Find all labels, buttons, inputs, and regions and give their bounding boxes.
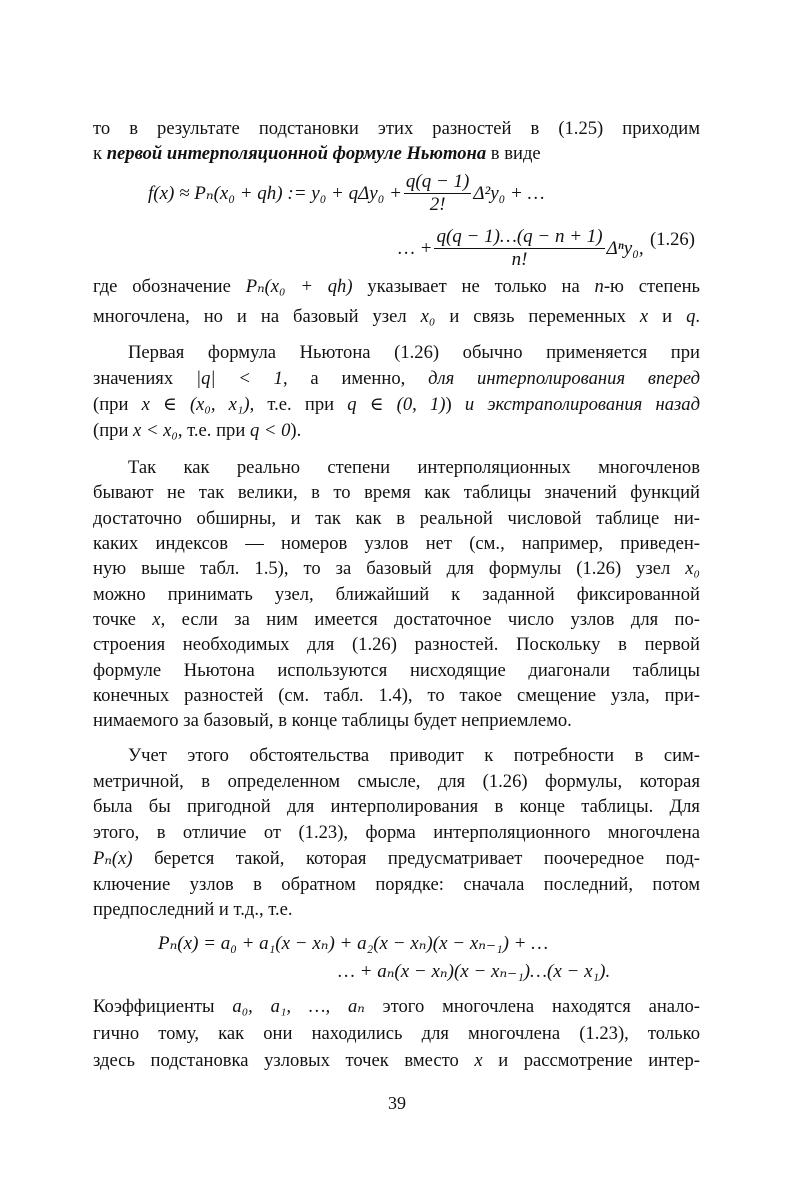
text-segment: точке [93,609,153,630]
formula-term: f(x) ≈ Pₙ(x₀ + qh) := y₀ + qΔy₀ + [148,183,402,204]
fraction-numerator: q(q − 1) [405,171,470,192]
text-segment: бывают не так велики, в то время как таблицы значений функций [93,482,700,503]
fraction-denominator: 2! [429,194,446,215]
text-segment: предпоследний и т.д., т.е. [93,899,293,920]
math-or-italic-text: Pₙ(x₀ + qh) [245,276,353,297]
text-line [128,745,700,767]
fraction-denominator: n! [511,249,528,270]
text-segment: формуле Ньютона используются нисходящие диагонали таблицы [93,660,700,681]
text-line [93,848,700,870]
text-line [93,634,700,656]
backward-polynomial-line-2 [338,960,610,983]
formula-term: … + aₙ(x − xₙ)(x − xₙ₋₁)…(x − x₁). [338,961,611,982]
text-segment: ) [445,394,465,415]
text-line [93,899,700,921]
text-segment: Так как реально степени интерполяционных многочленов [128,457,700,478]
text-segment: нимаемого за базовый, в конце таблицы будет неприемлемо. [93,710,572,731]
text-segment: ную выше табл. 1.5), то за базовый для формулы (1.26) узел [93,558,686,579]
text-segment: в виде [486,143,541,164]
math-or-italic-text: Pₙ(x) [93,848,133,869]
text-line [93,660,700,682]
text-segment: ). [290,420,302,441]
formula-term: Pₙ(x) = a₀ + a₁(x − xₙ) + a₂(x − xₙ)(x − xₙ₋₁) + … [158,933,549,954]
text-line [93,996,700,1018]
text-line [93,796,700,818]
text-line [93,1050,700,1072]
newton-formula-line-1 [148,171,544,216]
text-segment: где обозначение [93,276,246,297]
text-segment: , т.е. при [177,420,250,441]
emphasized-term: первой интерполяционной формуле Ньютона [106,143,487,164]
math-or-italic-text: q [686,306,696,327]
math-or-italic-text: a₀, a₁, …, aₙ [232,996,365,1017]
text-segment: , а именно, [282,368,429,389]
text-segment: была бы пригодной для интерполирования в конце таблицы. Для [93,796,700,817]
formula-term: Δ²y₀ + … [473,182,545,204]
text-segment: . [695,306,701,327]
text-segment: (при [93,394,142,415]
math-or-italic-text: для интерполирования вперед [428,368,701,389]
equation-number: (1.26) [650,229,695,250]
text-segment: конечных разностей (см. табл. 1.4), то такое смещение узла, при- [93,685,700,706]
fraction-numerator: q(q − 1)…(q − n + 1) [436,226,603,247]
text-line [93,1023,700,1045]
text-segment: и [648,306,687,327]
math-or-italic-text: q < 0 [249,420,291,441]
text-line [93,118,700,140]
text-segment: ключение узлов в обратном порядке: сначала последний, потом [93,874,700,895]
fraction [434,226,604,271]
text-segment: этого, в отличие от (1.23), форма интерполяционного многочлена [93,822,700,843]
math-or-italic-text: x [639,306,649,327]
text-line [93,276,700,298]
text-line [128,457,700,479]
text-line [93,306,700,328]
math-or-italic-text: x [152,609,161,630]
text-line [93,394,700,416]
text-line [93,609,700,631]
text-line [93,685,700,707]
text-segment: указывает не только на [352,276,595,297]
text-segment: Первая формула Ньютона (1.26) обычно применяется при [128,342,700,363]
math-or-italic-text: и экстраполирования назад [464,394,700,415]
text-line [93,482,700,504]
text-segment: и связь переменных [435,306,640,327]
newton-formula-line-2 [398,226,644,271]
text-segment: здесь подстановка узловых точек вместо [93,1050,475,1071]
text-line [93,368,700,390]
text-segment: Коэффициенты [93,996,233,1017]
text-segment: значениях [93,368,196,389]
math-or-italic-text: n [594,276,604,297]
page-number: 39 [388,1093,406,1113]
text-segment: гично тому, как они находились для многочлена (1.23), только [93,1023,700,1044]
text-segment: к [93,143,107,164]
text-segment: каких индексов — номеров узлов нет (см., например, приведен- [93,533,700,554]
text-line [93,533,700,555]
text-segment: этого многочлена находятся анало- [364,996,700,1017]
text-segment: строения необходимых для (1.26) разностей. Поскольку в первой [93,634,700,655]
fraction [404,171,471,216]
text-segment: можно принимать узел, ближайший к заданной фиксированной [93,584,700,605]
math-or-italic-text: x ∈ (x₀, x₁) [141,394,250,415]
math-or-italic-text: x < x₀ [133,420,178,441]
text-line [93,508,700,530]
text-line [93,874,700,896]
backward-polynomial-line-1 [158,932,548,955]
text-segment: (при [93,420,134,441]
formula-term: … + [398,237,433,259]
text-line [93,420,700,442]
text-line [93,710,700,732]
text-segment: берется такой, которая предусматривает поочередное под- [132,848,700,869]
math-or-italic-text: |q| < 1 [195,368,283,389]
math-or-italic-text: x₀ [685,558,700,579]
text-segment: , если за ним имеется достаточное число узлов для по- [160,609,700,630]
text-line [93,558,700,580]
text-segment: метричной, в определенном смысле, для (1.26) формулы, которая [93,771,700,792]
text-segment: многочлена, но и на базовый узел [93,306,421,327]
text-segment: -ю степень [603,276,701,297]
text-line [128,342,700,364]
text-segment: , т.е. при [249,394,348,415]
formula-term: Δⁿy₀, [606,237,644,259]
text-line [93,771,700,793]
text-segment: Учет этого обстоятельства приводит к потребности в сим- [128,745,700,766]
math-or-italic-text: x₀ [420,306,436,327]
text-segment: то в результате подстановки этих разностей в (1.25) приходим [93,118,700,139]
text-line [93,143,700,165]
text-line [93,822,700,844]
text-segment: достаточно обширны, и так как в реальной числовой таблице ни- [93,508,700,529]
text-line [93,584,700,606]
math-or-italic-text: q ∈ (0, 1) [347,394,446,415]
text-segment: и рассмотрение интер- [482,1050,700,1071]
math-or-italic-text: x [474,1050,483,1071]
